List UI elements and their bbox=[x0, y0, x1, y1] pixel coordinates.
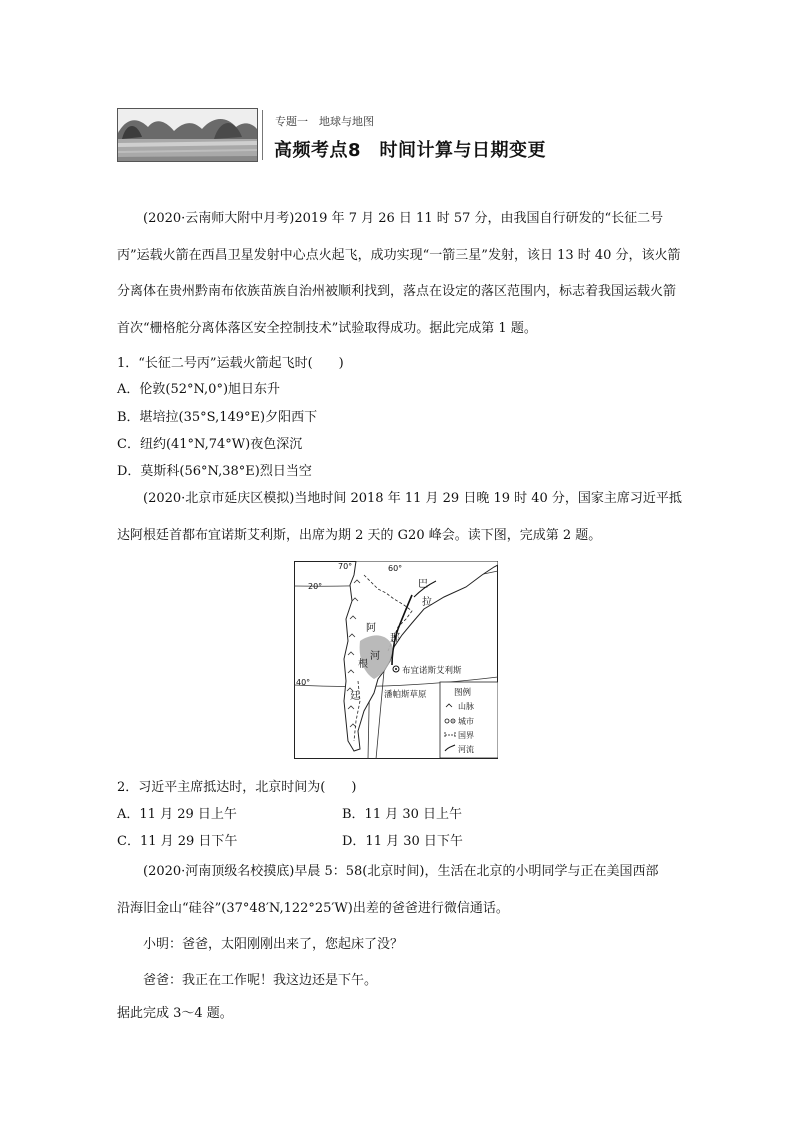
argentina-label-3: 廷 bbox=[350, 691, 360, 702]
question-2-option-d: D．11 月 30 日下午 bbox=[342, 834, 463, 849]
legend-river: 河流 bbox=[458, 745, 474, 754]
question-2-option-b: B．11 月 30 日上午 bbox=[342, 807, 463, 822]
dialogue-father: 爸爸：我正在工作呢！我这边还是下午。 bbox=[143, 973, 378, 988]
question-2-stem: 2．习近平主席抵达时，北京时间为( ) bbox=[117, 780, 357, 795]
question-2-option-a: A．11 月 29 日上午 bbox=[117, 807, 237, 822]
river-label-1: 那 bbox=[390, 633, 400, 644]
header-divider bbox=[262, 110, 263, 160]
question-2-option-c: C．11 月 29 日下午 bbox=[117, 834, 238, 849]
dialogue-xiaoming: 小明：爸爸，太阳刚刚出来了，您起床了没？ bbox=[143, 937, 404, 952]
brazil-label-1: 巴 bbox=[418, 579, 428, 590]
page-title: 高频考点8 时间计算与日期变更 bbox=[274, 140, 547, 161]
south-america-map bbox=[294, 561, 498, 759]
question-1-option-c: C．纽约(41°N,74°W)夜色深沉 bbox=[117, 437, 303, 452]
passage-1: (2020·云南师大附中月考)2019 年 7 月 26 日 11 时 57 分，由我国自行研发的“长征二号丙”运载火箭在西昌卫星发射中心点火起飞，成功实现“一箭三星”发射，该日 13 时 40 分，该火箭分离体在贵州黔南布依族苗族自治州被顺利找到，落点在设定的落区范围内，标志着我国运载火箭首次“栅格舵分离体落区安全控制技术”试验取得成功。据此完成第 1 题。 bbox=[117, 211, 681, 336]
legend-mountain: 山脉 bbox=[458, 702, 474, 711]
subject-label: 专题一 地球与地图 bbox=[275, 115, 374, 128]
question-1-option-b: B．堪培拉(35°S,149°E)夕阳西下 bbox=[117, 410, 318, 425]
city-label: 布宜诺斯艾利斯 bbox=[402, 666, 462, 676]
legend-title: 图例 bbox=[454, 688, 472, 698]
passage-3-line-1: (2020·河南顶级名校摸底)早晨 5：58(北京时间)，生活在北京的小明同学与正在美国西部 bbox=[143, 864, 659, 879]
question-1-stem: 1．“长征二号丙”运载火箭起飞时( ) bbox=[117, 356, 344, 371]
question-1-option-a: A．伦敦(52°N,0°)旭日东升 bbox=[117, 382, 281, 397]
argentina-label-1: 阿 bbox=[366, 623, 376, 634]
question-1-option-d: D．莫斯科(56°N,38°E)烈日当空 bbox=[117, 464, 312, 479]
passage-3-line-2: 沿海旧金山“硅谷”(37°48′N,122°25′W)出差的爸爸进行微信通话。 bbox=[117, 901, 509, 916]
brazil-label-2: 拉 bbox=[422, 597, 432, 608]
map-legend bbox=[440, 682, 498, 758]
argentina-label-2: 根 bbox=[358, 659, 368, 670]
lat-label-20: 20° bbox=[308, 582, 323, 591]
lon-label-60: 60° bbox=[388, 564, 403, 573]
passage-2: (2020·北京市延庆区模拟)当地时间 2018 年 11 月 29 日晚 19 时 40 分，国家主席习近平抵达阿根廷首都布宜诺斯艾利斯，出席为期 2 天的 G20 峰会。读下图，完成第 2 题。 bbox=[117, 491, 682, 543]
legend-border: 国界 bbox=[458, 731, 474, 740]
legend-city: 城市 bbox=[458, 717, 474, 726]
lon-label-70: 70° bbox=[338, 562, 353, 571]
lat-label-40: 40° bbox=[296, 678, 311, 687]
header-landscape-photo bbox=[117, 108, 258, 162]
region-label: 潘帕斯草原 bbox=[384, 690, 427, 700]
closing-instruction: 据此完成 3～4 题。 bbox=[117, 1006, 233, 1021]
river-label-2: 河 bbox=[370, 651, 380, 662]
